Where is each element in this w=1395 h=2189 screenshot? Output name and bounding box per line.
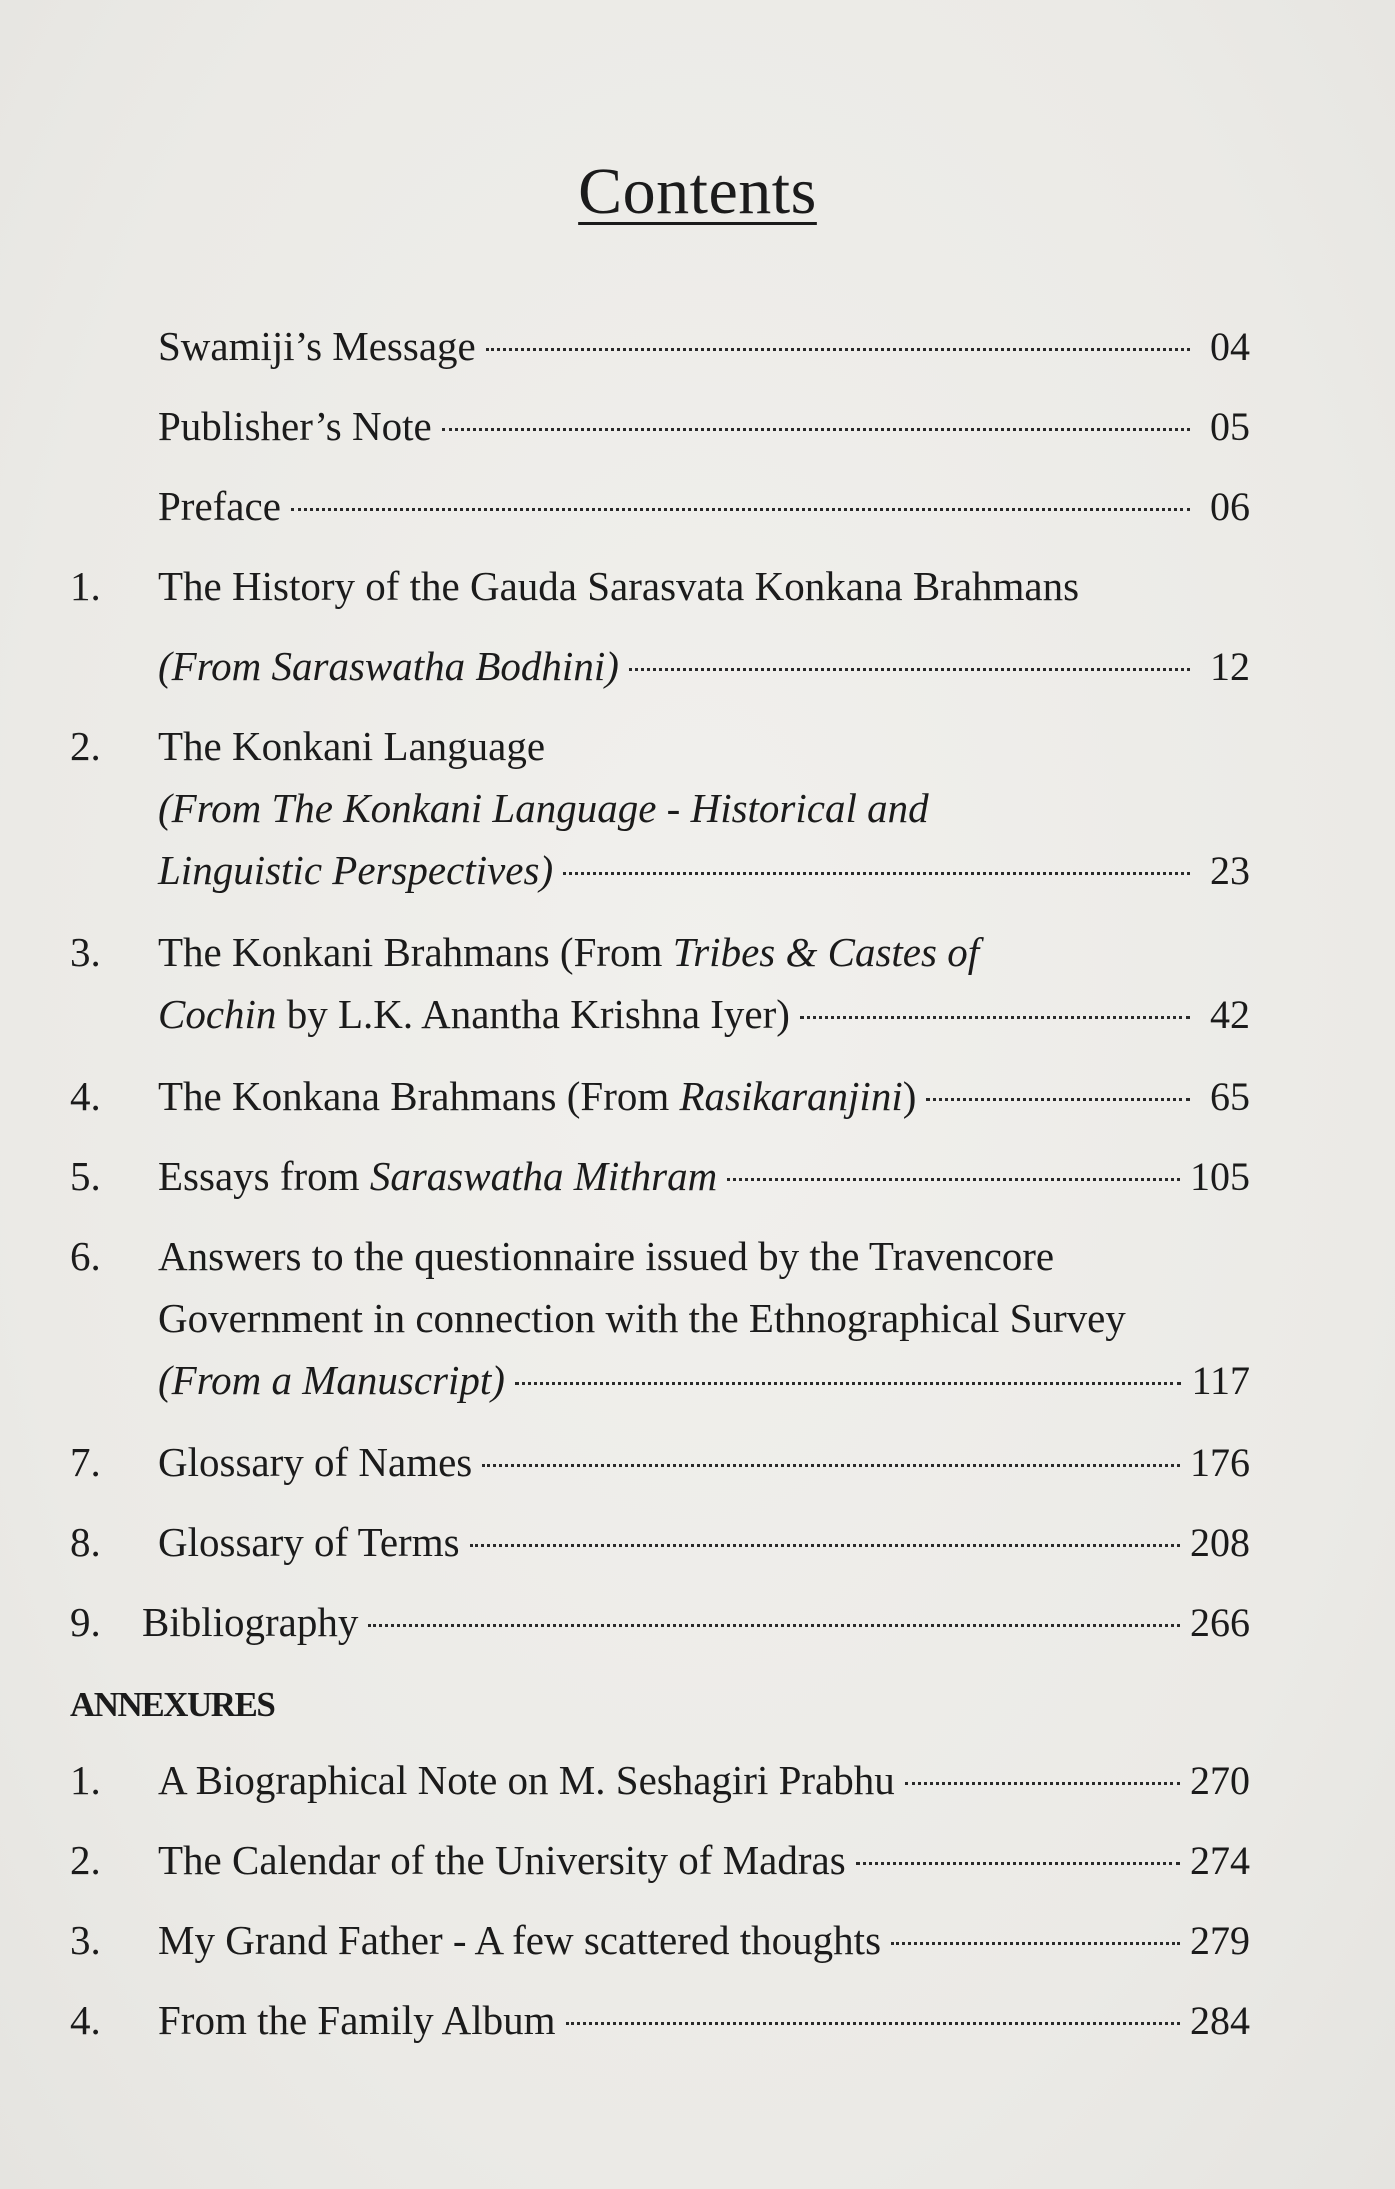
- page-number: 176: [1190, 1440, 1250, 1485]
- toc-entry-6-continued[interactable]: [0, 1350, 1395, 1410]
- toc-entry-8[interactable]: [0, 1512, 1395, 1572]
- page-number: 05: [1210, 404, 1250, 449]
- toc-line: Linguistic Perspectives) 23: [158, 840, 1250, 900]
- toc-line: A Biographical Note on M. Seshagiri Prabhu 270: [158, 1750, 1250, 1810]
- toc-line: (From a Manuscript) 117: [158, 1350, 1250, 1410]
- page-number: 266: [1190, 1600, 1250, 1645]
- dot-leader: [368, 1624, 1180, 1627]
- toc-entry-2-continued[interactable]: [0, 778, 1395, 838]
- toc-line: Swamiji’s Message 04: [158, 316, 1250, 376]
- entry-number: 1.: [70, 1757, 101, 1803]
- entry-number: 7.: [70, 1439, 101, 1485]
- toc-line: The Konkani Brahmans (From Tribes & Castes of: [158, 929, 980, 975]
- toc-line: Glossary of Names 176: [158, 1432, 1250, 1492]
- toc-line: (From Saraswatha Bodhini) 12: [158, 636, 1250, 696]
- entry-number: 1.: [70, 563, 101, 609]
- toc-line: The History of the Gauda Sarasvata Konkana Brahmans: [158, 563, 1080, 609]
- entry-number: 9.: [70, 1599, 101, 1645]
- page-number: 12: [1210, 644, 1250, 689]
- annexure-entry-2[interactable]: [0, 1830, 1395, 1890]
- page-title: Contents: [578, 155, 817, 228]
- toc-line: Preface 06: [158, 476, 1250, 536]
- entry-number: 2.: [70, 1837, 101, 1883]
- annexure-entry-4[interactable]: [0, 1990, 1395, 2050]
- toc-entry-preface[interactable]: [0, 476, 1395, 536]
- annexures-heading: ANNEXURES: [70, 1685, 275, 1724]
- page-number: 65: [1210, 1074, 1250, 1119]
- dot-leader: [629, 668, 1190, 671]
- page-number: 04: [1210, 324, 1250, 369]
- toc-entry-1-continued[interactable]: [0, 636, 1395, 696]
- dot-leader: [800, 1016, 1190, 1019]
- dot-leader: [470, 1544, 1180, 1547]
- toc-line: Glossary of Terms 208: [158, 1512, 1250, 1572]
- toc-entry-4[interactable]: [0, 1066, 1395, 1126]
- toc-line: The Konkani Language: [158, 723, 546, 769]
- page-number: 105: [1190, 1154, 1250, 1199]
- entry-number: 5.: [70, 1153, 101, 1199]
- toc-line: Publisher’s Note 05: [158, 396, 1250, 456]
- toc-line: The Calendar of the University of Madras 274: [158, 1830, 1250, 1890]
- dot-leader: [486, 348, 1190, 351]
- page-number: 117: [1191, 1358, 1250, 1403]
- dot-leader: [905, 1782, 1180, 1785]
- toc-line: Cochin by L.K. Anantha Krishna Iyer) 42: [158, 984, 1250, 1044]
- toc-line: Answers to the questionnaire issued by the Travencore: [158, 1233, 1055, 1279]
- dot-leader: [563, 872, 1190, 875]
- toc-entry-1[interactable]: [0, 556, 1395, 616]
- toc-line: Essays from Saraswatha Mithram 105: [158, 1146, 1250, 1206]
- toc-entry-publishers-note[interactable]: [0, 396, 1395, 456]
- toc-entry-6[interactable]: [0, 1226, 1395, 1286]
- toc-line: My Grand Father - A few scattered thoughts 279: [158, 1910, 1250, 1970]
- page-number: 23: [1210, 848, 1250, 893]
- annexure-entry-1[interactable]: [0, 1750, 1395, 1810]
- toc-line: Government in connection with the Ethnographical Survey: [158, 1295, 1126, 1341]
- dot-leader: [926, 1098, 1190, 1101]
- entry-number: 8.: [70, 1519, 101, 1565]
- page-number: 284: [1190, 1998, 1250, 2043]
- toc-entry-9[interactable]: [0, 1592, 1395, 1652]
- page-number: 208: [1190, 1520, 1250, 1565]
- dot-leader: [442, 428, 1190, 431]
- toc-entry-5[interactable]: [0, 1146, 1395, 1206]
- page-number: 06: [1210, 484, 1250, 529]
- dot-leader: [566, 2022, 1181, 2025]
- annexure-entry-3[interactable]: [0, 1910, 1395, 1970]
- toc-line: (From The Konkani Language - Historical and: [158, 785, 929, 831]
- page-number: 42: [1210, 992, 1250, 1037]
- page-number: 279: [1190, 1918, 1250, 1963]
- page-number: 274: [1190, 1838, 1250, 1883]
- dot-leader: [291, 508, 1190, 511]
- toc-entry-6-continued[interactable]: [0, 1288, 1395, 1348]
- dot-leader: [482, 1464, 1180, 1467]
- toc-entry-3[interactable]: [0, 922, 1395, 982]
- dot-leader: [891, 1942, 1180, 1945]
- dot-leader: [856, 1862, 1180, 1865]
- dot-leader: [727, 1178, 1180, 1181]
- entry-number: 4.: [70, 1997, 101, 2043]
- page-number: 270: [1190, 1758, 1250, 1803]
- toc-entry-swamijis-message[interactable]: [0, 316, 1395, 376]
- toc-entry-7[interactable]: [0, 1432, 1395, 1492]
- toc-line: The Konkana Brahmans (From Rasikaranjini ) 65: [158, 1066, 1250, 1126]
- entry-number: 3.: [70, 929, 101, 975]
- toc-line: Bibliography 266: [142, 1592, 1250, 1652]
- toc-entry-3-continued[interactable]: [0, 984, 1395, 1044]
- toc-line: From the Family Album 284: [158, 1990, 1250, 2050]
- toc-entry-2[interactable]: [0, 716, 1395, 776]
- toc-entry-2-continued[interactable]: [0, 840, 1395, 900]
- entry-number: 3.: [70, 1917, 101, 1963]
- dot-leader: [515, 1382, 1182, 1385]
- entry-number: 6.: [70, 1233, 101, 1279]
- entry-number: 4.: [70, 1073, 101, 1119]
- entry-number: 2.: [70, 723, 101, 769]
